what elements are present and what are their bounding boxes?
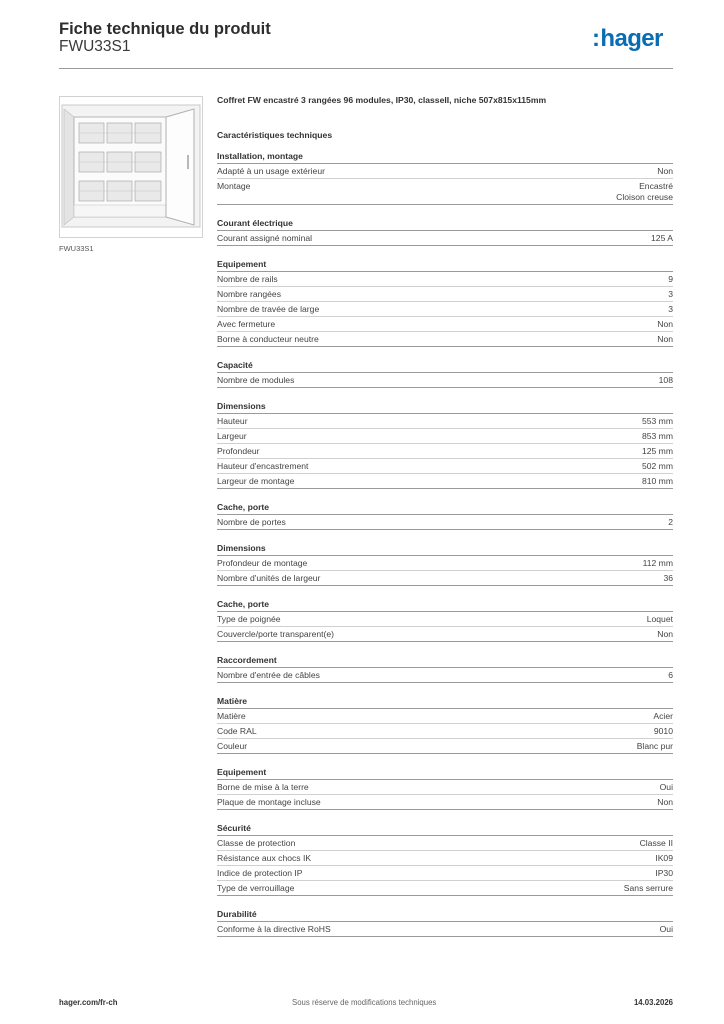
section-gap bbox=[217, 896, 673, 909]
spec-value: 2 bbox=[668, 517, 673, 527]
spec-value: 9 bbox=[668, 274, 673, 284]
spec-label: Borne de mise à la terre bbox=[217, 782, 309, 792]
spec-label: Hauteur bbox=[217, 416, 248, 426]
spec-row bbox=[217, 780, 673, 795]
spec-group bbox=[217, 586, 673, 642]
spec-row bbox=[217, 556, 673, 571]
spec-sections bbox=[217, 151, 673, 937]
spec-row bbox=[217, 414, 673, 429]
section-gap bbox=[217, 586, 673, 599]
spec-label: Résistance aux chocs IK bbox=[217, 853, 312, 863]
spec-label: Montage bbox=[217, 181, 251, 191]
section-gap bbox=[217, 810, 673, 823]
spec-label: Nombre de rails bbox=[217, 274, 278, 284]
spec-row bbox=[217, 739, 673, 754]
spec-value: 108 bbox=[658, 375, 673, 385]
spec-label: Hauteur d'encastrement bbox=[217, 461, 309, 471]
section-gap bbox=[217, 489, 673, 502]
spec-row bbox=[217, 866, 673, 881]
spec-row bbox=[217, 459, 673, 474]
spec-value: Blanc pur bbox=[636, 741, 673, 751]
spec-group-title: Installation, montage bbox=[217, 151, 673, 164]
spec-label: Nombre rangées bbox=[217, 289, 282, 299]
page-title: Fiche technique du produit bbox=[59, 20, 271, 38]
spec-value: Sans serrure bbox=[623, 883, 673, 893]
spec-row bbox=[217, 231, 673, 246]
spec-value: IK09 bbox=[655, 853, 673, 863]
product-image bbox=[59, 96, 203, 238]
spec-label: Type de poignée bbox=[217, 614, 281, 624]
spec-group-title: Equipement bbox=[217, 259, 673, 272]
hager-logo: :hager bbox=[592, 25, 663, 52]
section-gap bbox=[217, 642, 673, 655]
spec-value: Non bbox=[657, 797, 673, 807]
spec-label: Couvercle/porte transparent(e) bbox=[217, 629, 335, 639]
logo-text: hager bbox=[600, 25, 663, 52]
spec-label: Couleur bbox=[217, 741, 248, 751]
spec-row bbox=[217, 881, 673, 896]
spec-group bbox=[217, 388, 673, 489]
spec-group-title: Dimensions bbox=[217, 401, 673, 414]
spec-row bbox=[217, 922, 673, 937]
spec-value: Non bbox=[657, 319, 673, 329]
footer-website[interactable]: hager.com/fr-ch bbox=[59, 998, 118, 1007]
spec-value: 3 bbox=[668, 289, 673, 299]
spec-value: 6 bbox=[668, 670, 673, 680]
spec-group-title: Sécurité bbox=[217, 823, 673, 836]
section-gap bbox=[217, 683, 673, 696]
spec-row bbox=[217, 627, 673, 642]
spec-group-title: Durabilité bbox=[217, 909, 673, 922]
spec-label: Profondeur bbox=[217, 446, 260, 456]
spec-sheet bbox=[217, 95, 673, 937]
spec-label: Courant assigné nominal bbox=[217, 233, 313, 243]
spec-label: Avec fermeture bbox=[217, 319, 276, 329]
spec-label: Nombre de portes bbox=[217, 517, 286, 527]
spec-value: 502 mm bbox=[641, 461, 673, 471]
spec-value: 853 mm bbox=[641, 431, 673, 441]
section-gap bbox=[217, 347, 673, 360]
enclosure-product-photo-icon bbox=[60, 97, 202, 237]
spec-group bbox=[217, 642, 673, 683]
spec-group bbox=[217, 683, 673, 754]
spec-value: 125 mm bbox=[641, 446, 673, 456]
spec-value: 3 bbox=[668, 304, 673, 314]
spec-group-title: Cache, porte bbox=[217, 599, 673, 612]
spec-value: Oui bbox=[659, 924, 673, 934]
spec-group-title: Matière bbox=[217, 696, 673, 709]
footer-date: 14.03.2026 bbox=[633, 998, 673, 1007]
spec-value: Non bbox=[657, 334, 673, 344]
specs-title: Caractéristiques techniques bbox=[217, 130, 333, 140]
section-gap bbox=[217, 246, 673, 259]
spec-label: Indice de protection IP bbox=[217, 868, 303, 878]
spec-group bbox=[217, 347, 673, 388]
spec-row bbox=[217, 179, 673, 205]
spec-row bbox=[217, 317, 673, 332]
product-description: Coffret FW encastré 3 rangées 96 modules, IP30, classeII, niche 507x815x115mm bbox=[217, 95, 547, 105]
spec-row bbox=[217, 164, 673, 179]
spec-label: Nombre de travée de large bbox=[217, 304, 320, 314]
spec-value: 553 mm bbox=[641, 416, 673, 426]
spec-row bbox=[217, 474, 673, 489]
spec-value: IP30 bbox=[655, 868, 673, 878]
spec-label: Conforme à la directive RoHS bbox=[217, 924, 331, 934]
spec-label: Matière bbox=[217, 711, 246, 721]
spec-label: Adapté à un usage extérieur bbox=[217, 166, 325, 176]
spec-value: 810 mm bbox=[641, 476, 673, 486]
spec-row bbox=[217, 668, 673, 683]
spec-label: Nombre d'unités de largeur bbox=[217, 573, 321, 583]
spec-row bbox=[217, 836, 673, 851]
section-gap bbox=[217, 754, 673, 767]
spec-row bbox=[217, 515, 673, 530]
spec-value: Loquet bbox=[646, 614, 673, 624]
spec-group bbox=[217, 246, 673, 347]
spec-row bbox=[217, 724, 673, 739]
spec-label: Plaque de montage incluse bbox=[217, 797, 321, 807]
spec-group-title: Dimensions bbox=[217, 543, 673, 556]
section-gap bbox=[217, 530, 673, 543]
section-gap bbox=[217, 388, 673, 401]
spec-row bbox=[217, 287, 673, 302]
spec-label: Borne à conducteur neutre bbox=[217, 334, 319, 344]
spec-row bbox=[217, 272, 673, 287]
spec-value: 36 bbox=[663, 573, 673, 583]
spec-row bbox=[217, 612, 673, 627]
spec-row bbox=[217, 302, 673, 317]
spec-row bbox=[217, 709, 673, 724]
spec-value: Classe II bbox=[639, 838, 673, 848]
spec-group bbox=[217, 151, 673, 205]
spec-group-title: Equipement bbox=[217, 767, 673, 780]
section-gap bbox=[217, 205, 673, 218]
spec-group-title: Courant électrique bbox=[217, 218, 673, 231]
spec-value: 112 mm bbox=[642, 558, 673, 568]
spec-label: Type de verrouillage bbox=[217, 883, 295, 893]
spec-group bbox=[217, 896, 673, 937]
footer-notice: Sous réserve de modifications techniques bbox=[292, 998, 437, 1007]
product-code: FWU33S1 bbox=[59, 38, 131, 55]
spec-value: 9010 bbox=[653, 726, 673, 736]
spec-value: Acier bbox=[653, 711, 673, 721]
spec-label: Classe de protection bbox=[217, 838, 296, 848]
spec-row bbox=[217, 444, 673, 459]
spec-group bbox=[217, 754, 673, 810]
spec-group bbox=[217, 205, 673, 246]
spec-value: 125 A bbox=[651, 233, 673, 243]
spec-group bbox=[217, 489, 673, 530]
spec-group bbox=[217, 530, 673, 586]
spec-value: Oui bbox=[659, 782, 673, 792]
spec-group-title: Raccordement bbox=[217, 655, 673, 668]
spec-value: Non bbox=[657, 166, 673, 176]
spec-group-title: Capacité bbox=[217, 360, 673, 373]
header-divider bbox=[59, 68, 673, 69]
spec-row bbox=[217, 373, 673, 388]
spec-row bbox=[217, 429, 673, 444]
spec-value: Encastré Cloison creuse bbox=[616, 181, 673, 202]
spec-group bbox=[217, 810, 673, 896]
spec-row bbox=[217, 795, 673, 810]
spec-label: Nombre d'entrée de câbles bbox=[217, 670, 320, 680]
spec-label: Profondeur de montage bbox=[217, 558, 308, 568]
spec-value: Non bbox=[657, 629, 673, 639]
spec-label: Nombre de modules bbox=[217, 375, 295, 385]
spec-label: Largeur bbox=[217, 431, 247, 441]
image-caption: FWU33S1 bbox=[59, 244, 94, 253]
spec-row bbox=[217, 571, 673, 586]
spec-label: Largeur de montage bbox=[217, 476, 295, 486]
spec-row bbox=[217, 851, 673, 866]
spec-group-title: Cache, porte bbox=[217, 502, 673, 515]
spec-label: Code RAL bbox=[217, 726, 257, 736]
spec-row bbox=[217, 332, 673, 347]
